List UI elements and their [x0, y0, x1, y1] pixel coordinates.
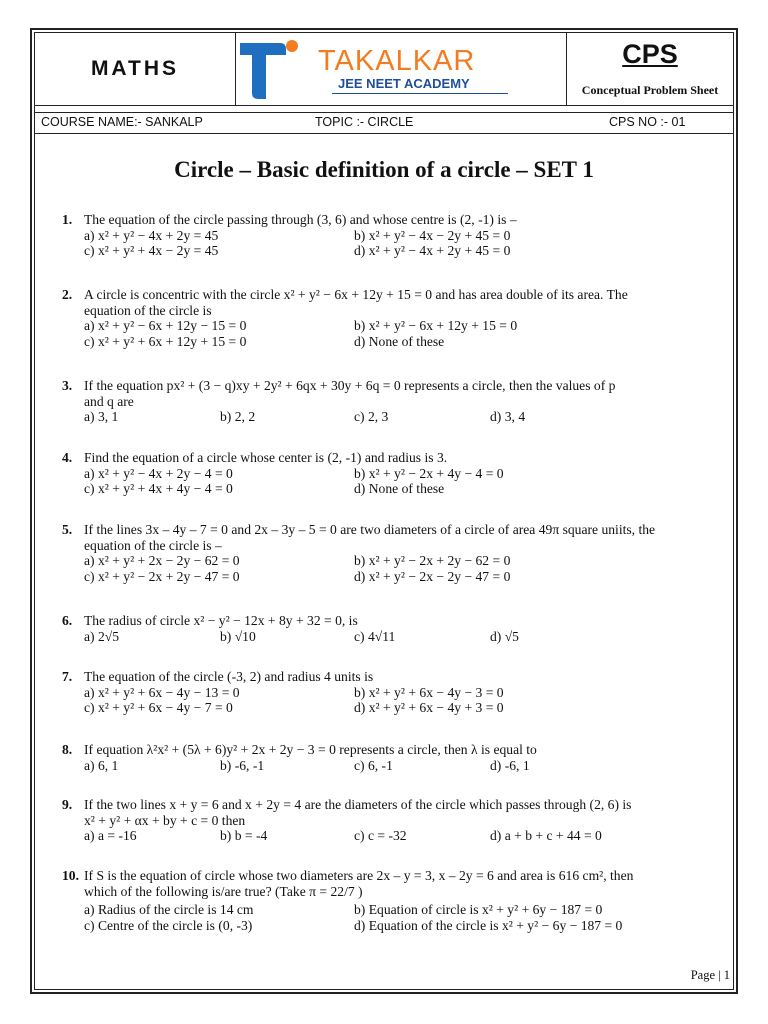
answer-option: b) x² + y² + 6x − 4y − 3 = 0 [354, 684, 504, 700]
answer-option: b) b = -4 [220, 828, 268, 843]
question-number: 9. [62, 797, 73, 812]
answer-option: a) 2√5 [84, 628, 120, 644]
question-number: 1. [62, 212, 73, 227]
answer-option: b) x² + y² − 6x + 12y + 15 = 0 [354, 318, 518, 333]
answer-option: d) -6, 1 [490, 757, 530, 773]
question-item [62, 797, 722, 844]
question-text: The equation of the circle passing through (3, 6) and whose centre is (2, -1) is – [84, 212, 517, 227]
logo-mark-icon [236, 37, 300, 101]
answer-option: a) x² + y² − 4x + 2y = 45 [84, 227, 219, 243]
question-number: 10. [62, 868, 79, 883]
answer-option: c) 4√11 [354, 628, 396, 644]
academy-logo [236, 33, 566, 105]
cps-subtitle: Conceptual Problem Sheet [581, 83, 719, 97]
answer-option: c) 2, 3 [354, 409, 389, 424]
question-text: If equation λ²x² + (5λ + 6)y² + 2x + 2y − 3 = 0 represents a circle, then λ is equal to [84, 742, 537, 757]
page-number: Page | 1 [690, 968, 730, 982]
brand-subtitle: JEE NEET ACADEMY [338, 76, 470, 91]
question-number: 5. [62, 522, 73, 537]
answer-option: a) 6, 1 [84, 757, 119, 773]
answer-option: a) x² + y² − 6x + 12y − 15 = 0 [84, 318, 247, 333]
question-item [62, 613, 722, 644]
question-item [62, 212, 722, 259]
answer-option: b) 2, 2 [220, 409, 256, 424]
question-text: Find the equation of a circle whose center is (2, -1) and radius is 3. [84, 450, 448, 465]
answer-option: a) x² + y² + 2x − 2y − 62 = 0 [84, 553, 240, 568]
question-item [62, 287, 722, 349]
answer-option: b) √10 [220, 628, 256, 644]
question-text: x² + y² + αx + by + c = 0 then [84, 812, 246, 828]
subject-label: MATHS [90, 57, 180, 80]
question-number: 2. [62, 287, 73, 302]
question-item [62, 378, 722, 425]
answer-option: b) -6, -1 [220, 757, 265, 773]
question-number: 6. [62, 613, 73, 628]
topic: TOPIC :- CIRCLE [315, 115, 414, 129]
question-text: equation of the circle is – [84, 537, 222, 553]
answer-option: c) x² + y² + 6x − 4y − 7 = 0 [84, 700, 233, 715]
question-text: A circle is concentric with the circle x² + y² − 6x + 12y + 15 = 0 and has area double of its area. The [84, 287, 628, 302]
question-text: The equation of the circle (-3, 2) and radius 4 units is [84, 669, 374, 684]
brand-name: TAKALKAR [318, 45, 476, 77]
answer-option: c) c = -32 [354, 828, 407, 843]
answer-option: d) a + b + c + 44 = 0 [490, 828, 602, 843]
question-text: If the lines 3x – 4y – 7 = 0 and 2x – 3y – 5 = 0 are two diameters of a circle of area 49π square uniits, the [84, 522, 656, 537]
question-number: 7. [62, 669, 73, 684]
question-text: and q are [84, 393, 134, 409]
question-item [62, 450, 722, 497]
question-number: 3. [62, 378, 73, 393]
cps-number: CPS NO :- 01 [609, 115, 686, 129]
info-bar [35, 114, 733, 132]
answer-option: d) None of these [354, 333, 445, 349]
answer-option: c) x² + y² + 6x + 12y + 15 = 0 [84, 333, 247, 349]
brand-underline [332, 93, 508, 94]
answer-option: d) Equation of the circle is x² + y² − 6y − 187 = 0 [354, 917, 623, 933]
question-text: If the equation px² + (3 − q)xy + 2y² + 6qx + 30y + 6q = 0 represents a circle, then the values of p [84, 378, 616, 393]
answer-option: a) x² + y² + 6x − 4y − 13 = 0 [84, 684, 240, 700]
answer-option: c) x² + y² + 4x − 2y = 45 [84, 243, 219, 258]
answer-option: b) x² + y² − 2x + 4y − 4 = 0 [354, 465, 504, 481]
question-item [62, 868, 722, 933]
answer-option: c) x² + y² − 2x + 2y − 47 = 0 [84, 568, 240, 584]
answer-option: b) Equation of circle is x² + y² + 6y − 187 = 0 [354, 902, 603, 917]
question-text: The radius of circle x² − y² − 12x + 8y + 32 = 0, is [84, 613, 358, 628]
question-text: equation of the circle is [84, 302, 212, 318]
question-text: If S is the equation of circle whose two diameters are 2x – y = 3, x – 2y = 6 and area is 616 cm², then [84, 868, 634, 883]
answer-option: a) x² + y² − 4x + 2y − 4 = 0 [84, 465, 233, 481]
divider [35, 133, 733, 134]
question-item [62, 669, 722, 716]
page-title: Circle – Basic definition of a circle – SET 1 [174, 157, 594, 182]
answer-option: a) Radius of the circle is 14 cm [84, 902, 254, 917]
cps-title: CPS [622, 39, 678, 69]
divider [35, 112, 733, 113]
divider [35, 105, 733, 106]
answer-option: c) 6, -1 [354, 757, 393, 773]
answer-option: c) x² + y² + 4x + 4y − 4 = 0 [84, 481, 233, 496]
course-name: COURSE NAME:- SANKALP [41, 115, 203, 129]
question-text: which of the following is/are true? (Take π = 22/7 ) [84, 883, 363, 899]
answer-option: d) 3, 4 [490, 409, 526, 424]
answer-option: d) x² + y² − 2x − 2y − 47 = 0 [354, 568, 511, 584]
question-item [62, 742, 722, 773]
cps-block [567, 33, 733, 105]
question-item [62, 522, 722, 584]
answer-option: b) x² + y² − 4x − 2y + 45 = 0 [354, 227, 511, 243]
answer-option: d) None of these [354, 481, 445, 496]
header [35, 33, 733, 105]
answer-option: d) x² + y² − 4x + 2y + 45 = 0 [354, 243, 511, 258]
question-text: If the two lines x + y = 6 and x + 2y = 4 are the diameters of the circle which passes through (2, 6) is [84, 797, 632, 812]
answer-option: d) x² + y² + 6x − 4y + 3 = 0 [354, 700, 504, 715]
question-number: 4. [62, 450, 73, 465]
question-number: 8. [62, 742, 73, 757]
answer-option: d) √5 [490, 628, 519, 644]
answer-option: b) x² + y² − 2x + 2y − 62 = 0 [354, 553, 511, 568]
answer-option: a) a = -16 [84, 828, 137, 843]
answer-option: a) 3, 1 [84, 409, 119, 424]
answer-option: c) Centre of the circle is (0, -3) [84, 917, 253, 933]
